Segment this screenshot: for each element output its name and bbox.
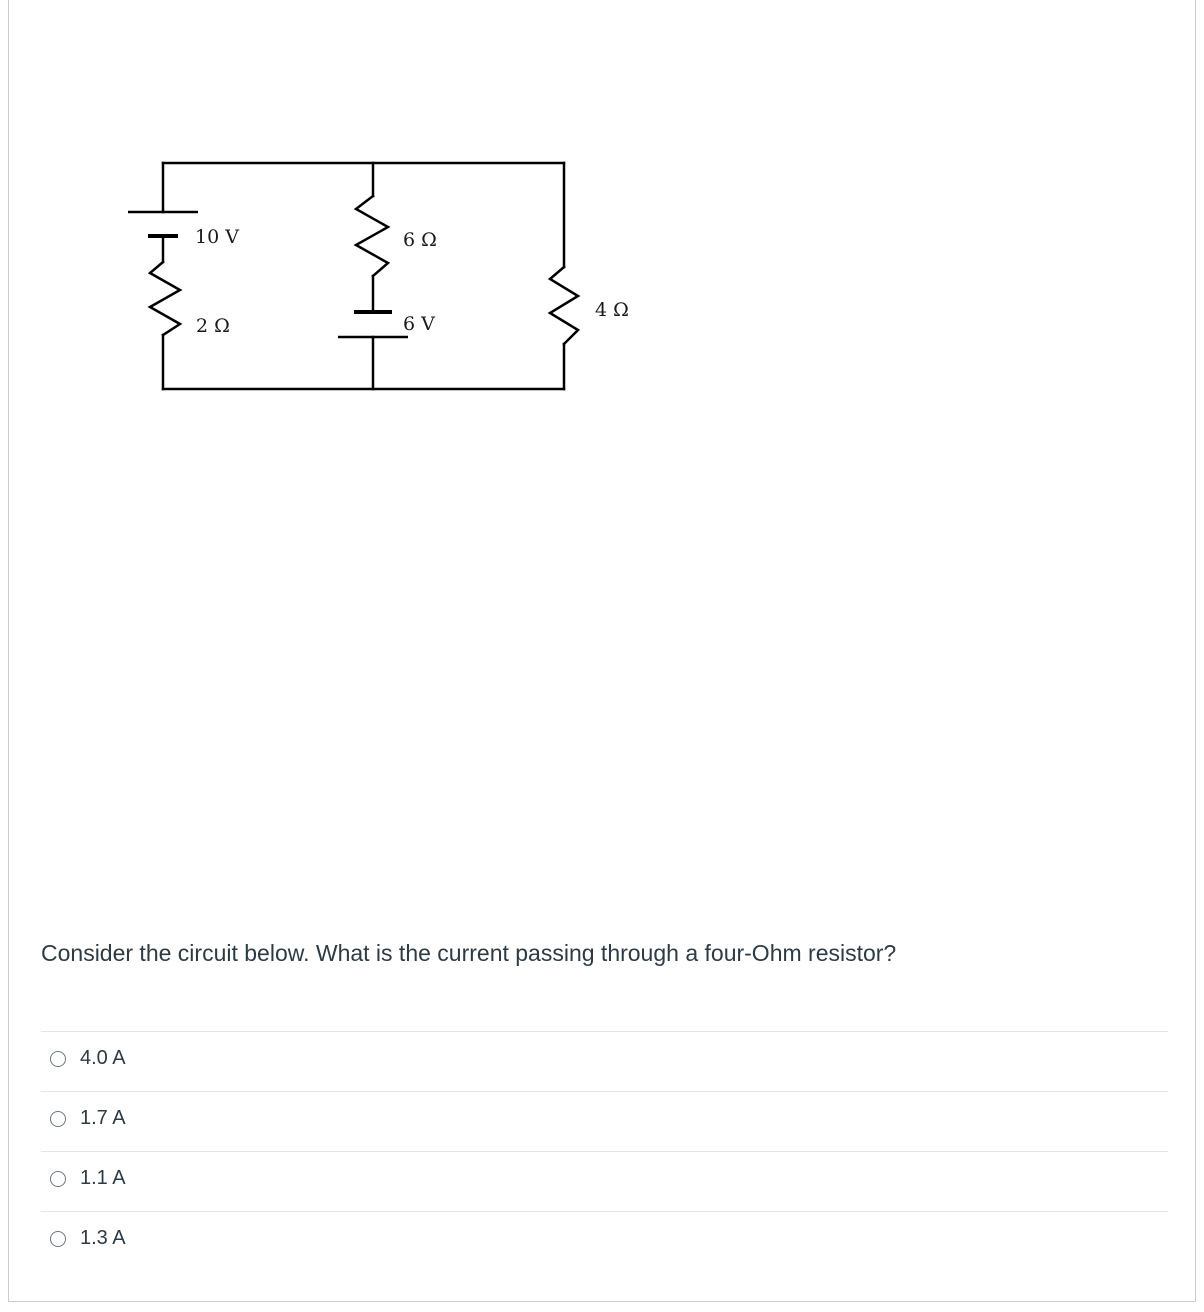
battery-middle-label: 6 V <box>403 313 435 335</box>
resistor-right-label: 4 Ω <box>595 299 629 321</box>
circuit-diagram <box>0 0 1204 460</box>
circuit-svg <box>0 0 1204 460</box>
answer-option-2[interactable] <box>41 1091 1168 1151</box>
answer-option-4[interactable] <box>41 1211 1168 1271</box>
radio-button-icon[interactable] <box>50 1231 66 1247</box>
answer-list <box>41 1031 1168 1271</box>
radio-button-icon[interactable] <box>50 1051 66 1067</box>
resistor-middle-label: 6 Ω <box>403 229 437 251</box>
answer-label: 1.1 A <box>80 1167 126 1189</box>
resistor-middle-zigzag <box>356 196 388 276</box>
answer-label: 1.3 A <box>80 1227 126 1249</box>
answer-option-3[interactable] <box>41 1151 1168 1211</box>
radio-button-icon[interactable] <box>50 1111 66 1127</box>
answer-label: 4.0 A <box>80 1047 126 1069</box>
resistor-right-zigzag <box>550 267 578 344</box>
radio-button-icon[interactable] <box>50 1171 66 1187</box>
answer-option-1[interactable] <box>41 1031 1168 1091</box>
resistor-left-zigzag <box>150 262 180 335</box>
resistor-left-label: 2 Ω <box>196 315 230 337</box>
answer-label: 1.7 A <box>80 1107 126 1129</box>
battery-left-label: 10 V <box>195 226 239 248</box>
question-text: Consider the circuit below. What is the current passing through a four-Ohm resistor? <box>41 940 897 966</box>
